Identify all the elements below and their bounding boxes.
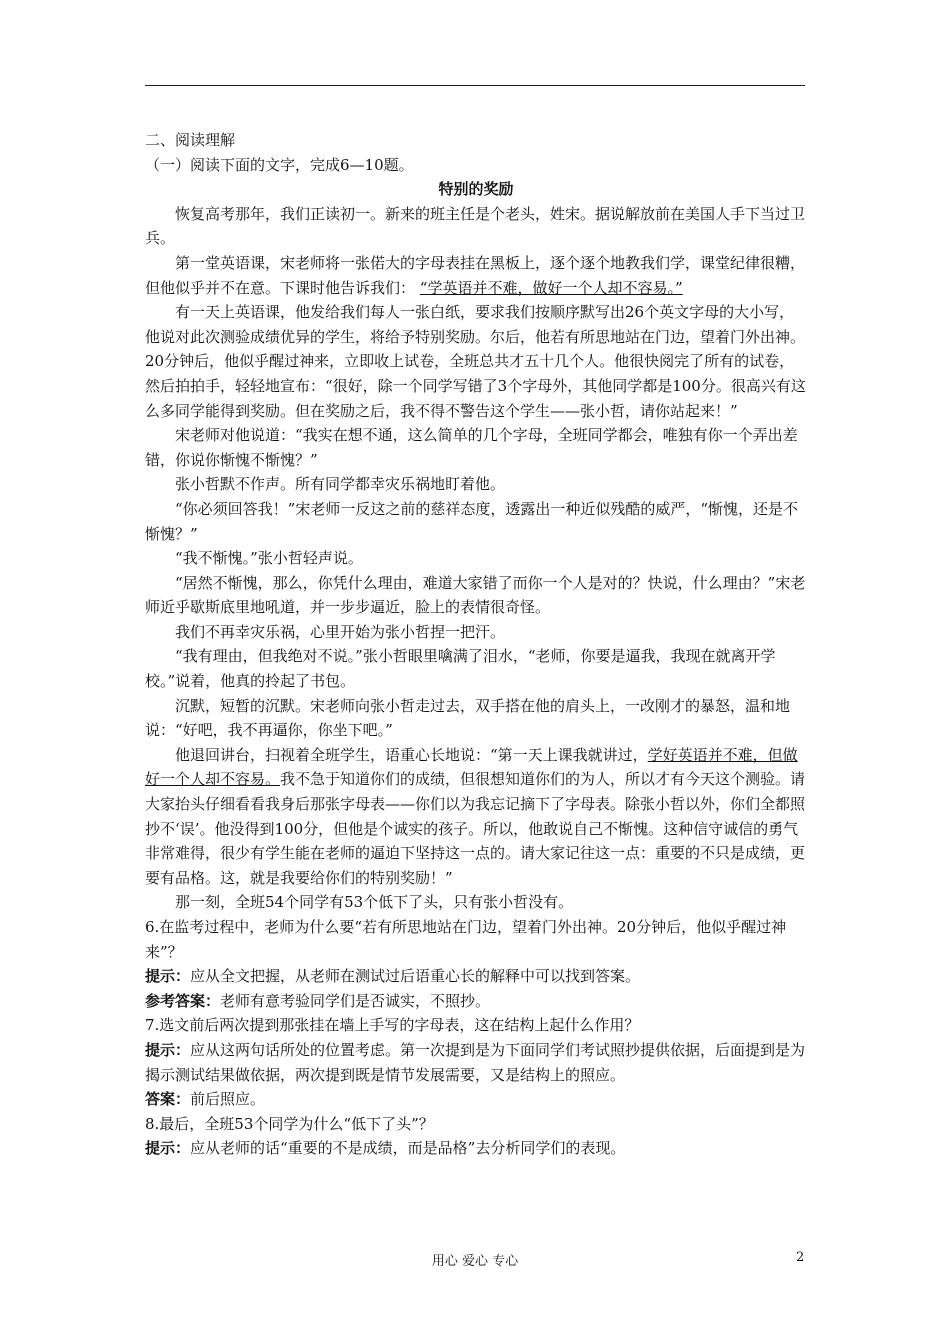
- hint-text: 应从这两句话所处的位置考虑。第一次提到是为下面同学们考试照抄提供依据，后面提到是为揭示测试结果做依据，两次提到既是情节发展需要，又是结构上的照应。: [145, 1040, 806, 1084]
- story-title: 特别的奖励: [438, 180, 514, 199]
- instruction: （一）阅读下面的文字，完成6—10题。: [145, 155, 414, 174]
- answer-text: 老师有意考验同学们是否诚实，不照抄。: [220, 991, 491, 1010]
- document-body: [145, 128, 807, 1161]
- p12-underlined-quote: 学好英语并不难，但做好一个人却不容易。: [145, 745, 798, 789]
- hint-label: 提示：: [145, 1139, 191, 1158]
- story-paragraph-5: 张小哲默不作声。所有同学都幸灾乐祸地盯着他。: [175, 475, 506, 494]
- question-6-answer: [145, 989, 807, 1014]
- p12-text-a: 他退回讲台，扫视着全班学生，语重心长地说：“第一天上课我就讲过，: [175, 745, 648, 764]
- hint-text: 应从全文把握，从老师在测试过后语重心长的解释中可以找到答案。: [190, 967, 641, 986]
- p2-text: 第一堂英语课，宋老师将一张偌大的字母表挂在黑板上，逐个逐个地教我们学，课堂纪律很糟，但他似乎并不在意。下课时他告诉我们：: [145, 253, 806, 297]
- story-paragraph-9: 我们不再幸灾乐祸，心里开始为张小哲捏一把汗。: [175, 622, 506, 641]
- hint-label: 提示：: [145, 1040, 191, 1059]
- p12-text-b: 我不急于知道你们的成绩，但很想知道你们的为人，所以才有今天这个测验。请大家抬头仔细看看我身后那张字母表——你们以为我忘记摘下了字母表。除张小哲以外，你们全都照抄不‘误’。他没得到100分，但他是个诚实的孩子。所以，他敢说自己不惭愧。这种信守诚信的勇气非常难得，很少有学生能在老师的逼迫下坚持这一点的。请大家记往这一点：重要的不只是成绩，更要有品格。这，就是我要给你们的特别奖励！”: [145, 770, 806, 887]
- story-paragraph-2: [145, 251, 807, 300]
- story-paragraph-10: “我有理由，但我绝对不说。”张小哲眼里噙满了泪水，“老师，你要是逼我，我现在就离开学校。”说着，他真的拎起了书包。: [145, 647, 776, 691]
- section-heading: 二、阅读理解: [145, 131, 236, 149]
- story-paragraph-8: “居然不惭愧，那么，你凭什么理由，难道大家错了而你一个人是对的？快说，什么理由？”宋老师近乎歇斯底里地吼道，并一步步逼近，脸上的表情很奇怪。: [145, 573, 806, 617]
- question-6-hint: [145, 964, 807, 989]
- answer-label: 参考答案：: [145, 991, 221, 1010]
- footer-text: 用心 爱心 专心: [431, 1254, 519, 1269]
- question-7: 7.选文前后两次提到那张挂在墙上手写的字母表，这在结构上起什么作用？: [145, 1016, 640, 1035]
- story-paragraph-12: [145, 743, 807, 891]
- story-paragraph-7: “我不惭愧。”张小哲轻声说。: [175, 549, 363, 568]
- story-paragraph-1: 恢复高考那年，我们正读初一。新来的班主任是个老头，姓宋。据说解放前在美国人手下当过卫兵。: [145, 204, 806, 248]
- p2-underlined-quote: “学英语并不难，做好一个人却不容易。”: [419, 278, 683, 297]
- answer-text: 前后照应。: [190, 1090, 266, 1109]
- header-rule: [145, 85, 805, 86]
- story-paragraph-11: 沉默，短暂的沉默。宋老师向张小哲走过去，双手搭在他的肩头上，一改刚才的暴怒，温和地说：“好吧，我不再逼你，你坐下吧。”: [145, 696, 791, 740]
- story-paragraph-4: 宋老师对他说道：“我实在想不通，这么简单的几个字母，全班同学都会，唯独有你一个弄出差错，你说你惭愧不惭愧？”: [145, 426, 798, 469]
- story-paragraph-3: 有一天上英语课，他发给我们每人一张白纸，要求我们按顺序默写出26个英文字母的大小写，他说对此次测验成绩优异的学生，将给予特别奖励。尔后，他若有所思地站在门边，望着门外出神。20分钟后，他似乎醒过神来，立即收上试卷，全班总共才五十几个人。他很快阅完了所有的试卷，然后拍拍手，轻轻地宣布：“很好，除一个同学写错了3个字母外，其他同学都是100分。很高兴有这么多同学能得到奖励。但在奖励之后，我不得不警告这个学生——张小哲，请你站起来！”: [145, 303, 806, 420]
- question-7-answer: [145, 1087, 807, 1112]
- answer-label: 答案：: [145, 1090, 191, 1109]
- question-6: 6.在监考过程中，老师为什么要“若有所思地站在门边，望着门外出神。20分钟后，他似乎醒过神来”？: [145, 918, 787, 961]
- question-8: 8.最后，全班53个同学为什么“低下了头”？: [145, 1114, 434, 1133]
- story-paragraph-13: 那一刻，全班54个同学有53个低下了头，只有张小哲没有。: [175, 893, 574, 912]
- question-7-hint: [145, 1038, 807, 1087]
- hint-text: 应从老师的话“重要的不是成绩，而是品格”去分析同学们的表现。: [190, 1139, 626, 1158]
- hint-label: 提示：: [145, 967, 191, 986]
- story-paragraph-6: “你必须回答我！”宋老师一反这之前的慈祥态度，透露出一种近似残酷的威严，“惭愧，还是不惭愧？”: [145, 499, 799, 543]
- question-8-hint: [145, 1136, 807, 1161]
- page-number: 2: [796, 1250, 805, 1265]
